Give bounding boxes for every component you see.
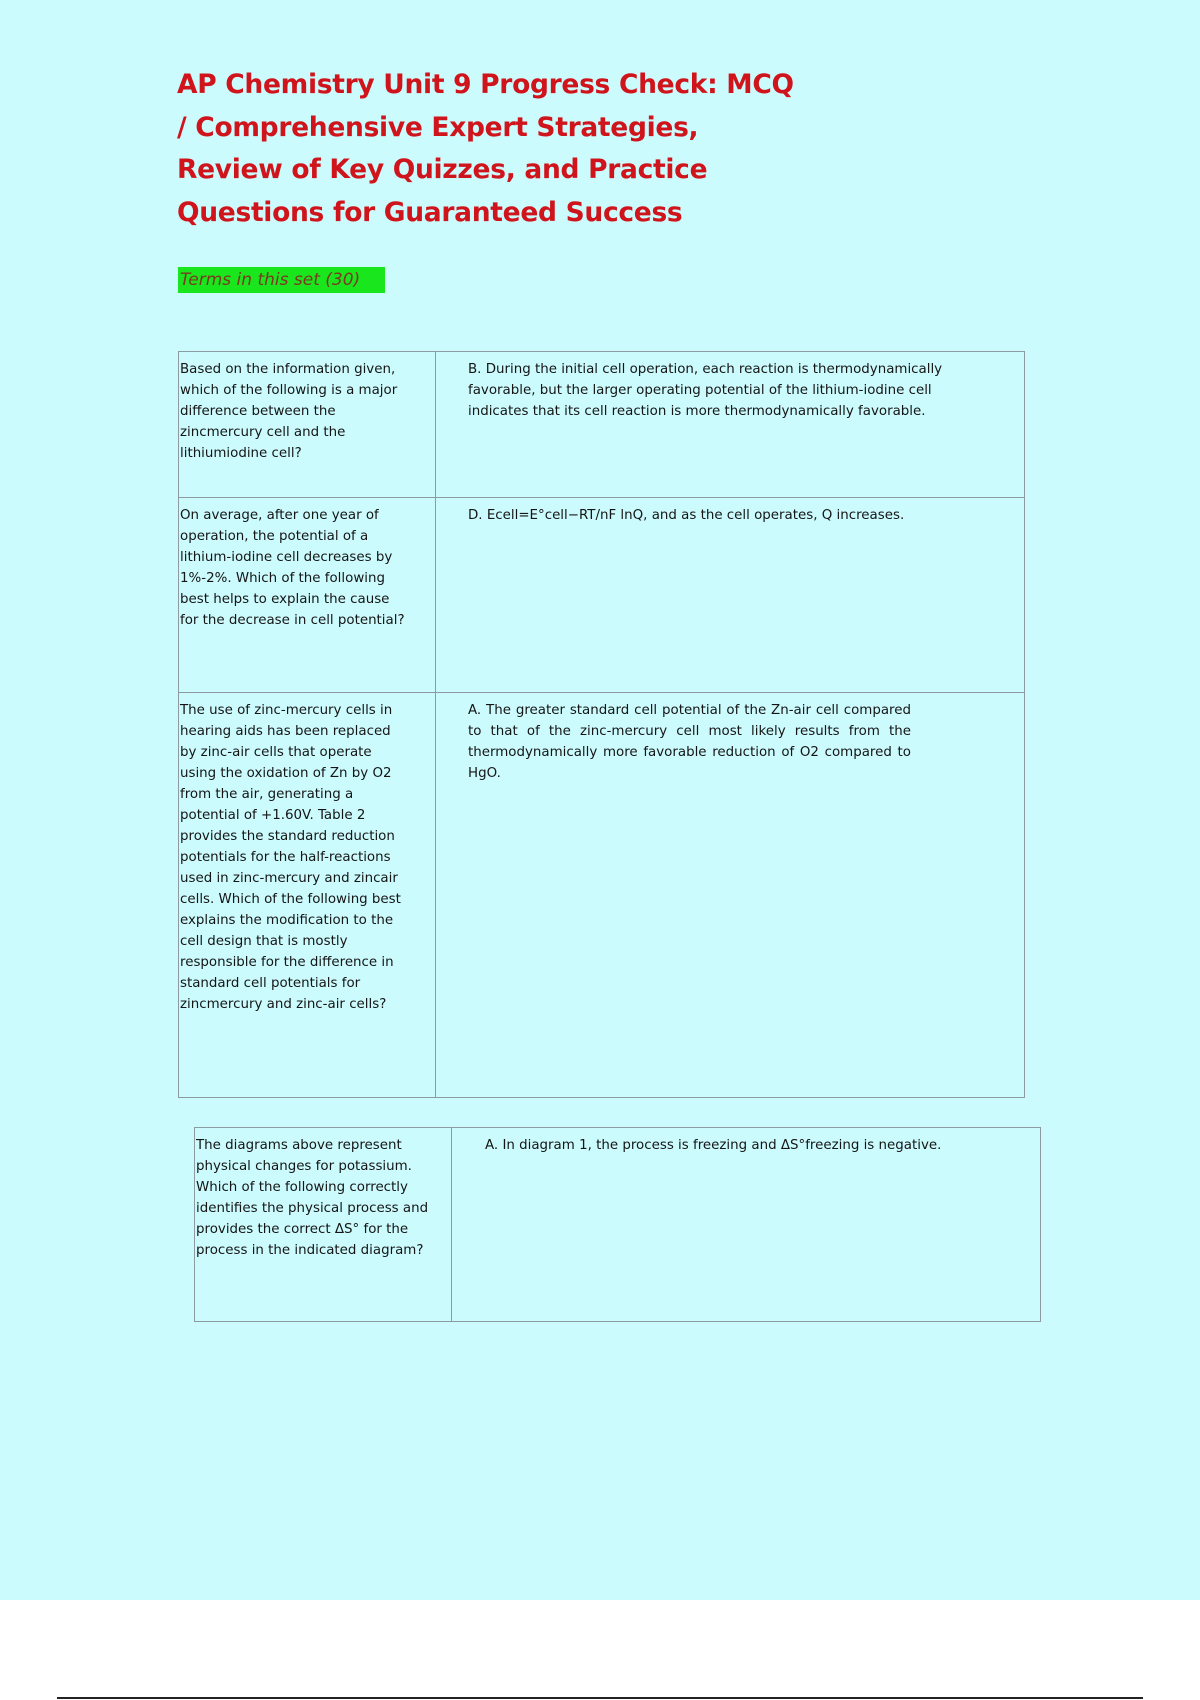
flashcard-question: The use of zinc-mercury cells in hearing aids has been replaced by zinc-air cells that operate using the oxidation of Zn by O2 from the air, generating a potential of +1.60V. Table 2 provides the standard reduction potentials for the half-reactions used in zinc-mercury and zincair cells. Which of the following best explains the modification to the cell design that is mostly responsible for the difference in standard cell potentials for zincmercury and zinc-air cells? [179, 693, 436, 1097]
flashcard-question: Based on the information given, which of the following is a major difference between the zincmercury cell and the lithiumiodine cell? [179, 352, 436, 498]
flashcard-answer: A. The greater standard cell potential of the Zn-air cell compared to that of the zinc-mercury cell most likely results from the thermodynamically more favorable reduction of O2 compared to HgO. [468, 703, 911, 781]
flashcard-table [194, 1127, 1041, 1322]
flashcard-table [178, 351, 1025, 1098]
flashcard-question: On average, after one year of operation, the potential of a lithium-iodine cell decreases by 1%-2%. Which of the following best helps to explain the cause for the decrease in cell potential? [179, 498, 436, 693]
document-title: AP Chemistry Unit 9 Progress Check: MCQ / Comprehensive Expert Strategies, Review of Key Quizzes, and Practice Questions for Guaranteed Success [177, 69, 794, 228]
flashcard-row [179, 497, 1024, 693]
flashcard-answer: B. During the initial cell operation, each reaction is thermodynamically favorable, but the larger operating potential of the lithium-iodine cell indicates that its cell reaction is more thermodynamically favorable. [468, 362, 943, 419]
flashcard-answer: D. Ecell=E°cell−RT/nF lnQ, and as the cell operates, Q increases. [468, 508, 905, 523]
flashcard-row [195, 1128, 1040, 1321]
footer-divider [57, 1697, 1143, 1699]
flashcard-row [179, 692, 1024, 1097]
terms-count-label: Terms in this set (30) [178, 267, 385, 293]
flashcard-row [179, 352, 1024, 498]
flashcard-answer: A. In diagram 1, the process is freezing and ΔS°freezing is negative. [485, 1138, 942, 1153]
flashcard-question: The diagrams above represent physical changes for potassium. Which of the following correctly identifies the physical process and provides the correct ΔS° for the process in the indicated diagram? [195, 1128, 452, 1321]
